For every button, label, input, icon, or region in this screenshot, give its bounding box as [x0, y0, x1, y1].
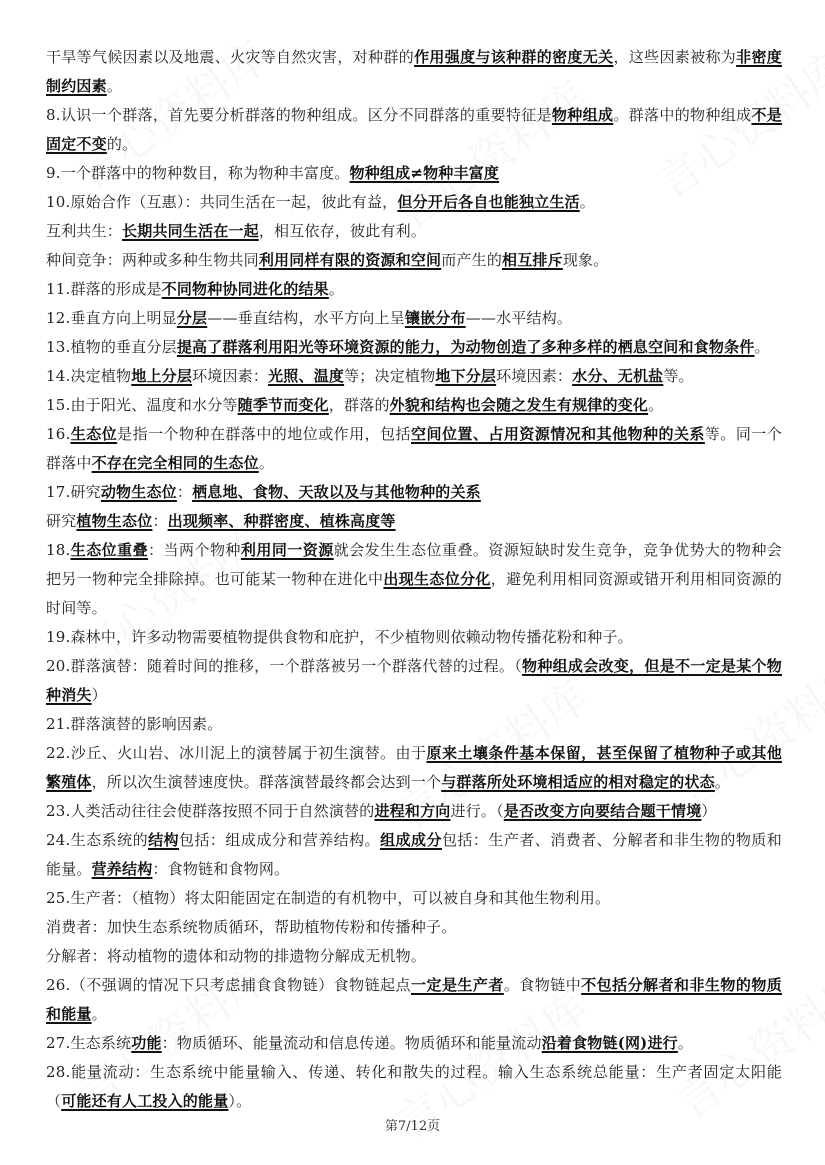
key-point-underlined: 水分、无机盐	[572, 367, 664, 385]
body-text: 就会发生生态位重叠。资源短缺时发生竞争，竞争优势大的物种会把另一物种完全排除掉。也可能某一物种在进化中	[46, 541, 782, 588]
body-text: 等。同一个群落中	[46, 425, 782, 472]
key-point-underlined: 提高了群落利用阳光等环境资源的能力，为动物创造了多种多样的栖息空间和食物条件	[176, 338, 755, 356]
key-point-underlined: 相互排斥	[502, 251, 563, 269]
key-point-underlined: 结构	[148, 831, 179, 849]
paragraph	[46, 826, 782, 884]
key-point-underlined: 但分开后各自也能独立生活	[397, 193, 580, 211]
document-body	[46, 43, 782, 1116]
body-text: 23.人类活动往往会使群落按照不同于自然演替的	[46, 802, 375, 820]
body-text: ，这些因素被称为	[613, 48, 737, 66]
key-point-underlined: 空间位置、占用资源情况和其他物种的关系	[411, 425, 705, 443]
body-text: 19.森林中，许多动物需要植物提供食物和庇护，不少植物则依赖动物传播花粉和种子。	[46, 628, 633, 646]
paragraph	[46, 652, 782, 710]
body-text: 分解者：将动植物的遗体和动物的排遗物分解成无机物。	[46, 947, 427, 965]
key-point-underlined: 功能	[131, 1034, 162, 1052]
body-text: 而产生的	[441, 251, 503, 269]
body-text: 环境因素：	[192, 367, 269, 385]
body-text: ：物质循环、能量流动和信息传递。物质循环和能量流动	[161, 1034, 542, 1052]
body-text: 27.生态系统	[46, 1034, 132, 1052]
key-point-underlined: 地上分层	[131, 367, 193, 385]
paragraph	[46, 275, 782, 304]
paragraph	[46, 420, 782, 478]
paragraph	[46, 101, 782, 159]
body-text: ，避免利用相同资源或错开利用相同资源的时间等。	[46, 570, 782, 617]
paragraph	[46, 507, 782, 536]
body-text: 。	[754, 338, 770, 356]
paragraph	[46, 942, 782, 971]
key-point-underlined: 植物生态位	[76, 512, 153, 530]
paragraph	[46, 333, 782, 362]
body-text: 种间竞争：两种或多种生物共同	[46, 251, 259, 269]
body-text: 10.原始合作（互惠）：共同生活在一起，彼此有益，	[46, 193, 398, 211]
body-text: ）	[91, 686, 107, 704]
paragraph	[46, 710, 782, 739]
body-text: 15.由于阳光、温度和水分等	[46, 396, 238, 414]
paragraph	[46, 246, 782, 275]
body-text: ——水平结构。	[465, 309, 573, 327]
body-text: 。	[677, 1034, 694, 1052]
key-point-underlined: 不同物种协同进化的结果	[161, 280, 329, 298]
key-point-underlined: 出现频率、种群密度、植株高度等	[167, 512, 396, 530]
key-point-underlined: 物种组成	[551, 106, 614, 124]
key-point-underlined: 利用同一资源	[240, 541, 334, 559]
key-point-underlined: 栖息地、食物、天敌以及与其他物种的关系	[192, 483, 481, 501]
body-text: 包括：组成成分和营养结构。	[179, 831, 381, 849]
key-point-underlined: 随季节而变化	[237, 396, 329, 414]
paragraph	[46, 797, 782, 826]
body-text: 20.群落演替：随着时间的推移，一个群落被另一个群落代替的过程。（	[46, 657, 523, 675]
body-text: 8.认识一个群落，首先要分析群落的物种组成。区分不同群落的重要特征是	[46, 106, 552, 124]
body-text: 干旱等气候因素以及地震、火灾等自然灾害，对种群的	[46, 48, 415, 66]
body-text: 28.能量流动：生态系统中能量输入、传递、转化和散失的过程。输入生态系统总能量：生产者固定太阳能（	[46, 1063, 782, 1110]
body-text: 14.决定植物	[46, 367, 132, 385]
body-text: 。	[579, 193, 595, 211]
body-text: 。食物链中	[503, 976, 582, 994]
key-point-underlined: 是否改变方向要结合题干情境	[503, 802, 702, 820]
paragraph	[46, 971, 782, 1029]
key-point-underlined: 进程和方向	[374, 802, 451, 820]
key-point-underlined: 不存在完全相同的生态位	[91, 454, 259, 472]
body-text: 等；决定植物	[344, 367, 436, 385]
paragraph	[46, 391, 782, 420]
body-text: 。	[91, 1005, 107, 1023]
paragraph	[46, 1058, 782, 1116]
body-text: 。	[106, 77, 123, 95]
key-point-underlined: 长期共同生活在一起	[122, 222, 259, 240]
key-point-underlined: 原来土壤条件基本保留，甚至保留了植物种子或其他繁殖体	[46, 744, 782, 791]
paragraph	[46, 478, 782, 507]
body-text: 。	[714, 773, 731, 791]
key-point-underlined: 动物生态位	[100, 483, 177, 501]
body-text: ）。	[228, 1092, 252, 1110]
body-text: ：	[152, 512, 168, 530]
body-text: ：	[176, 483, 193, 501]
body-text: 26.（不强调的情况下只考虑捕食食物链）食物链起点	[46, 976, 412, 994]
body-text: 24.生态系统的	[46, 831, 149, 849]
body-text: 。群落中的物种组成	[613, 106, 752, 124]
key-point-underlined: 与群落所处环境相适应的相对稳定的状态	[441, 773, 715, 791]
paragraph	[46, 913, 782, 942]
paragraph	[46, 159, 782, 188]
body-text: 现象。	[562, 251, 609, 269]
body-text: 25.生产者：（植物）将太阳能固定在制造的有机物中，可以被自身和其他生物利用。	[46, 889, 611, 907]
key-point-underlined: 物种组成会改变，但是不一定是某个物种消失	[46, 657, 782, 704]
body-text: 进行。（	[450, 802, 504, 820]
paragraph	[46, 739, 782, 797]
key-point-underlined: 营养结构	[91, 860, 153, 878]
key-point-underlined: 不包括分解者和非生物的物质和能量	[46, 976, 782, 1023]
body-text: 的。	[106, 135, 138, 153]
key-point-underlined: 镶嵌分布	[404, 309, 466, 327]
body-text: 包括：生产者、消费者、分解者和非生物的物质和能量。	[46, 831, 782, 878]
body-text: ——垂直结构，水平方向上呈	[207, 309, 405, 327]
paragraph	[46, 1029, 782, 1058]
body-text: 等。	[663, 367, 694, 385]
page-number: 第7/12页	[384, 1119, 441, 1134]
paragraph	[46, 362, 782, 391]
paragraph	[46, 304, 782, 333]
body-text: 。	[328, 280, 345, 298]
body-text: 互利共生：	[46, 222, 123, 240]
body-text: ，群落的	[328, 396, 390, 414]
paragraph	[46, 188, 782, 217]
key-point-underlined: 外貌和结构也会随之发生有规律的变化	[389, 396, 649, 414]
key-point-underlined: 作用强度与该种群的密度无关	[414, 48, 614, 66]
body-text: 研究	[46, 512, 77, 530]
body-text: 13.植物的垂直分层	[46, 338, 177, 356]
key-point-underlined: 不是固定不变	[46, 106, 782, 153]
body-text: ，相互依存，彼此有利。	[258, 222, 427, 240]
body-text: 。	[258, 454, 275, 472]
key-point-underlined: 分层	[176, 309, 208, 327]
key-point-underlined: 地下分层	[435, 367, 497, 385]
body-text: 21.群落演替的影响因素。	[46, 715, 223, 733]
paragraph	[46, 43, 782, 101]
body-text: ：食物链和食物网。	[152, 860, 290, 878]
body-text: 22.沙丘、火山岩、冰川泥上的演替属于初生演替。由于	[46, 744, 427, 762]
paragraph	[46, 623, 782, 652]
body-text: 消费者：加快生态系统物质循环，帮助植物传粉和传播种子。	[46, 918, 457, 936]
key-point-underlined: 组成成分	[380, 831, 442, 849]
key-point-underlined: 物种组成≠物种丰富度	[349, 164, 500, 182]
body-text: ：当两个物种	[148, 541, 241, 559]
key-point-underlined: 沿着食物链(网)进行	[541, 1034, 678, 1052]
key-point-underlined: 非密度制约因素	[46, 48, 782, 95]
body-text: 11.群落的形成是	[46, 280, 162, 298]
body-text: 是指一个物种在群落中的地位或作用，包括	[117, 425, 412, 443]
body-text: ）	[701, 802, 717, 820]
key-point-underlined: 利用同样有限的资源和空间	[258, 251, 442, 269]
paragraph	[46, 884, 782, 913]
paragraph	[46, 217, 782, 246]
body-text: 18.	[46, 541, 71, 559]
body-text: 12.垂直方向上明显	[46, 309, 177, 327]
key-point-underlined: 可能还有人工投入的能量	[61, 1092, 229, 1110]
paragraph	[46, 536, 782, 623]
body-text: 环境因素：	[496, 367, 573, 385]
key-point-underlined: 生态位重叠	[70, 541, 149, 559]
key-point-underlined: 生态位	[70, 425, 118, 443]
body-text: 17.研究	[46, 483, 101, 501]
body-text: 。	[648, 396, 664, 414]
body-text: 9.一个群落中的物种数目，称为物种丰富度。	[46, 164, 350, 182]
body-text: 16.	[46, 425, 71, 443]
key-point-underlined: 光照、温度	[268, 367, 345, 385]
key-point-underlined: 出现生态位分化	[383, 570, 491, 588]
key-point-underlined: 一定是生产者	[411, 976, 504, 994]
body-text: ，所以次生演替速度快。群落演替最终都会达到一个	[91, 773, 442, 791]
